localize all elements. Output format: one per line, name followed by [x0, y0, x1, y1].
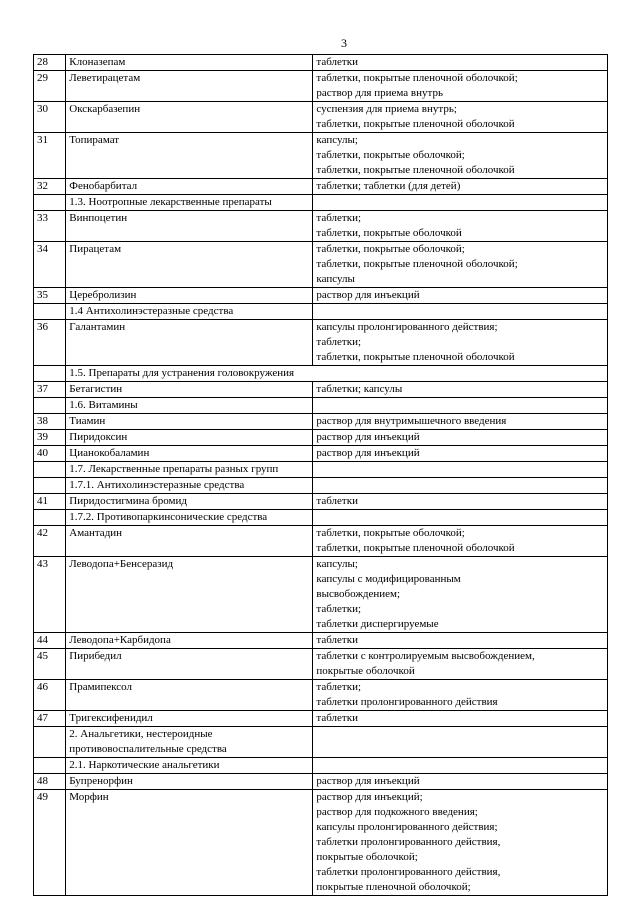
drug-name: Пиридостигмина бромид [66, 494, 313, 510]
drug-name: Прамипексол [66, 680, 313, 711]
dosage-form-line: таблетки пролонгированного действия [316, 696, 498, 708]
drug-name: Леводопа+Бенсеразид [66, 557, 313, 633]
dosage-forms [313, 790, 608, 896]
empty-cell [313, 510, 608, 526]
drug-row [34, 179, 608, 195]
dosage-form-line: раствор для инъекций [316, 431, 420, 443]
dosage-forms [313, 71, 608, 102]
drug-row [34, 320, 608, 366]
dosage-form-line: таблетки; капсулы [316, 383, 403, 395]
section-heading-line: 1.6. Витамины [69, 399, 138, 411]
drug-row [34, 446, 608, 462]
dosage-forms [313, 526, 608, 557]
dosage-forms [313, 102, 608, 133]
dosage-form-line: суспензия для приема внутрь; [316, 103, 457, 115]
row-number: 43 [34, 557, 66, 633]
drug-name: Фенобарбитал [66, 179, 313, 195]
row-number: 39 [34, 430, 66, 446]
section-heading [66, 398, 313, 414]
drug-row [34, 288, 608, 304]
dosage-form-line: раствор для подкожного введения; [316, 806, 478, 818]
drug-name: Пиридоксин [66, 430, 313, 446]
section-heading [66, 195, 313, 211]
empty-cell [313, 758, 608, 774]
dosage-form-line: таблетки [316, 712, 358, 724]
drug-name: Клоназепам [66, 55, 313, 71]
drug-list-table [33, 54, 608, 896]
section-heading-line: 1.3. Ноотропные лекарственные препараты [69, 196, 272, 208]
drug-row [34, 55, 608, 71]
section-number-cell [34, 727, 66, 758]
section-number-cell [34, 366, 66, 382]
row-number: 47 [34, 711, 66, 727]
drug-row [34, 680, 608, 711]
drug-row [34, 71, 608, 102]
row-number: 33 [34, 211, 66, 242]
dosage-forms [313, 242, 608, 288]
dosage-form-line: таблетки пролонгированного действия, [316, 836, 501, 848]
dosage-form-line: раствор для инъекций; [316, 791, 423, 803]
section-row [34, 304, 608, 320]
dosage-form-line: таблетки, покрытые пленочной оболочкой [316, 351, 515, 363]
drug-row [34, 633, 608, 649]
dosage-form-line: таблетки, покрытые оболочкой; [316, 243, 465, 255]
dosage-form-line: раствор для приема внутрь [316, 87, 443, 99]
row-number: 40 [34, 446, 66, 462]
dosage-form-line: покрытые оболочкой [316, 665, 415, 677]
section-row [34, 478, 608, 494]
row-number: 38 [34, 414, 66, 430]
dosage-form-line: таблетки, покрытые пленочной оболочкой [316, 164, 515, 176]
drug-row [34, 382, 608, 398]
dosage-forms [313, 133, 608, 179]
dosage-forms [313, 288, 608, 304]
drug-row [34, 133, 608, 179]
dosage-forms [313, 382, 608, 398]
drug-name: Винпоцетин [66, 211, 313, 242]
row-number: 37 [34, 382, 66, 398]
drug-row [34, 414, 608, 430]
drug-row [34, 649, 608, 680]
dosage-form-line: таблетки; таблетки (для детей) [316, 180, 461, 192]
section-heading [66, 478, 313, 494]
dosage-form-line: таблетки, покрытые пленочной оболочкой; [316, 72, 518, 84]
dosage-form-line: капсулы пролонгированного действия; [316, 821, 498, 833]
section-number-cell [34, 398, 66, 414]
section-heading [66, 462, 313, 478]
dosage-forms [313, 320, 608, 366]
drug-name: Морфин [66, 790, 313, 896]
dosage-form-line: таблетки, покрытые пленочной оболочкой [316, 118, 515, 130]
dosage-forms [313, 55, 608, 71]
section-heading-line: 1.5. Препараты для устранения головокружения [69, 367, 295, 379]
drug-name: Окскарбазепин [66, 102, 313, 133]
row-number: 44 [34, 633, 66, 649]
section-heading-line: 1.7.2. Противопаркинсонические средства [69, 511, 268, 523]
dosage-form-line: таблетки, покрытые оболочкой; [316, 527, 465, 539]
dosage-form-line: таблетки; [316, 603, 362, 615]
empty-cell [313, 398, 608, 414]
row-number: 48 [34, 774, 66, 790]
section-heading [66, 758, 313, 774]
section-row [34, 398, 608, 414]
row-number: 46 [34, 680, 66, 711]
dosage-form-line: таблетки пролонгированного действия, [316, 866, 501, 878]
dosage-form-line: таблетки, покрытые оболочкой; [316, 149, 465, 161]
row-number: 42 [34, 526, 66, 557]
empty-cell [313, 304, 608, 320]
section-heading [66, 304, 313, 320]
dosage-form-line: таблетки [316, 634, 358, 646]
drug-name: Церебролизин [66, 288, 313, 304]
section-number-cell [34, 195, 66, 211]
row-number: 45 [34, 649, 66, 680]
section-heading-line: 2. Анальгетики, нестероидные [69, 728, 213, 740]
row-number: 30 [34, 102, 66, 133]
drug-row [34, 494, 608, 510]
dosage-form-line: покрытые пленочной оболочкой; [316, 881, 471, 893]
row-number: 34 [34, 242, 66, 288]
section-heading [66, 366, 608, 382]
section-number-cell [34, 758, 66, 774]
section-row [34, 195, 608, 211]
section-heading-line: 2.1. Наркотические анальгетики [69, 759, 220, 771]
drug-name: Пирибедил [66, 649, 313, 680]
drug-name: Пирацетам [66, 242, 313, 288]
dosage-forms [313, 494, 608, 510]
drug-row [34, 102, 608, 133]
drug-row [34, 790, 608, 896]
drug-row [34, 774, 608, 790]
drug-name: Леводопа+Карбидопа [66, 633, 313, 649]
dosage-form-line: таблетки; [316, 336, 362, 348]
dosage-forms [313, 557, 608, 633]
drug-name: Галантамин [66, 320, 313, 366]
dosage-form-line: таблетки [316, 56, 358, 68]
dosage-form-line: таблетки; [316, 681, 362, 693]
drug-row [34, 711, 608, 727]
drug-row [34, 557, 608, 633]
section-number-cell [34, 478, 66, 494]
dosage-form-line: покрытые оболочкой; [316, 851, 418, 863]
dosage-form-line: таблетки, покрытые пленочной оболочкой [316, 542, 515, 554]
section-row [34, 462, 608, 478]
row-number: 28 [34, 55, 66, 71]
section-row [34, 366, 608, 382]
drug-name: Бупренорфин [66, 774, 313, 790]
section-number-cell [34, 462, 66, 478]
drug-name: Цианокобаламин [66, 446, 313, 462]
dosage-forms [313, 711, 608, 727]
empty-cell [313, 727, 608, 758]
dosage-form-line: таблетки с контролируемым высвобождением, [316, 650, 535, 662]
section-heading-line: 1.4 Антихолинэстеразные средства [69, 305, 234, 317]
dosage-form-line: раствор для инъекций [316, 447, 420, 459]
section-number-cell [34, 510, 66, 526]
drug-name: Амантадин [66, 526, 313, 557]
section-row [34, 758, 608, 774]
dosage-forms [313, 414, 608, 430]
drug-row [34, 526, 608, 557]
dosage-form-line: таблетки; [316, 212, 362, 224]
section-heading-line: 1.7. Лекарственные препараты разных групп [69, 463, 279, 475]
dosage-forms [313, 680, 608, 711]
dosage-forms [313, 633, 608, 649]
drug-name: Тригексифенидил [66, 711, 313, 727]
dosage-form-line: капсулы [316, 273, 355, 285]
section-row [34, 727, 608, 758]
dosage-form-line: капсулы; [316, 558, 358, 570]
dosage-forms [313, 774, 608, 790]
dosage-forms [313, 211, 608, 242]
drug-list-body [34, 55, 608, 896]
section-heading-line: 1.7.1. Антихолинэстеразные средства [69, 479, 245, 491]
dosage-form-line: капсулы; [316, 134, 358, 146]
dosage-form-line: таблетки, покрытые оболочкой [316, 227, 462, 239]
dosage-form-line: раствор для инъекций [316, 775, 420, 787]
dosage-form-line: таблетки, покрытые пленочной оболочкой; [316, 258, 518, 270]
row-number: 41 [34, 494, 66, 510]
row-number: 49 [34, 790, 66, 896]
dosage-form-line: таблетки диспергируемые [316, 618, 439, 630]
dosage-form-line: капсулы с модифицированным [316, 573, 461, 585]
empty-cell [313, 462, 608, 478]
dosage-forms [313, 430, 608, 446]
section-heading-line: противовоспалительные средства [69, 743, 227, 755]
dosage-form-line: высвобождением; [316, 588, 401, 600]
dosage-form-line: раствор для внутримышечного введения [316, 415, 507, 427]
row-number: 29 [34, 71, 66, 102]
section-row [34, 510, 608, 526]
drug-name: Леветирацетам [66, 71, 313, 102]
dosage-forms [313, 179, 608, 195]
dosage-forms [313, 446, 608, 462]
empty-cell [313, 195, 608, 211]
row-number: 35 [34, 288, 66, 304]
drug-row [34, 211, 608, 242]
drug-name: Топирамат [66, 133, 313, 179]
row-number: 32 [34, 179, 66, 195]
dosage-forms [313, 649, 608, 680]
drug-name: Тиамин [66, 414, 313, 430]
section-heading [66, 727, 313, 758]
empty-cell [313, 478, 608, 494]
dosage-form-line: раствор для инъекций [316, 289, 420, 301]
drug-row [34, 430, 608, 446]
drug-row [34, 242, 608, 288]
dosage-form-line: таблетки [316, 495, 358, 507]
section-number-cell [34, 304, 66, 320]
drug-name: Бетагистин [66, 382, 313, 398]
row-number: 36 [34, 320, 66, 366]
row-number: 31 [34, 133, 66, 179]
page-number: 3 [341, 36, 347, 50]
section-heading [66, 510, 313, 526]
dosage-form-line: капсулы пролонгированного действия; [316, 321, 498, 333]
